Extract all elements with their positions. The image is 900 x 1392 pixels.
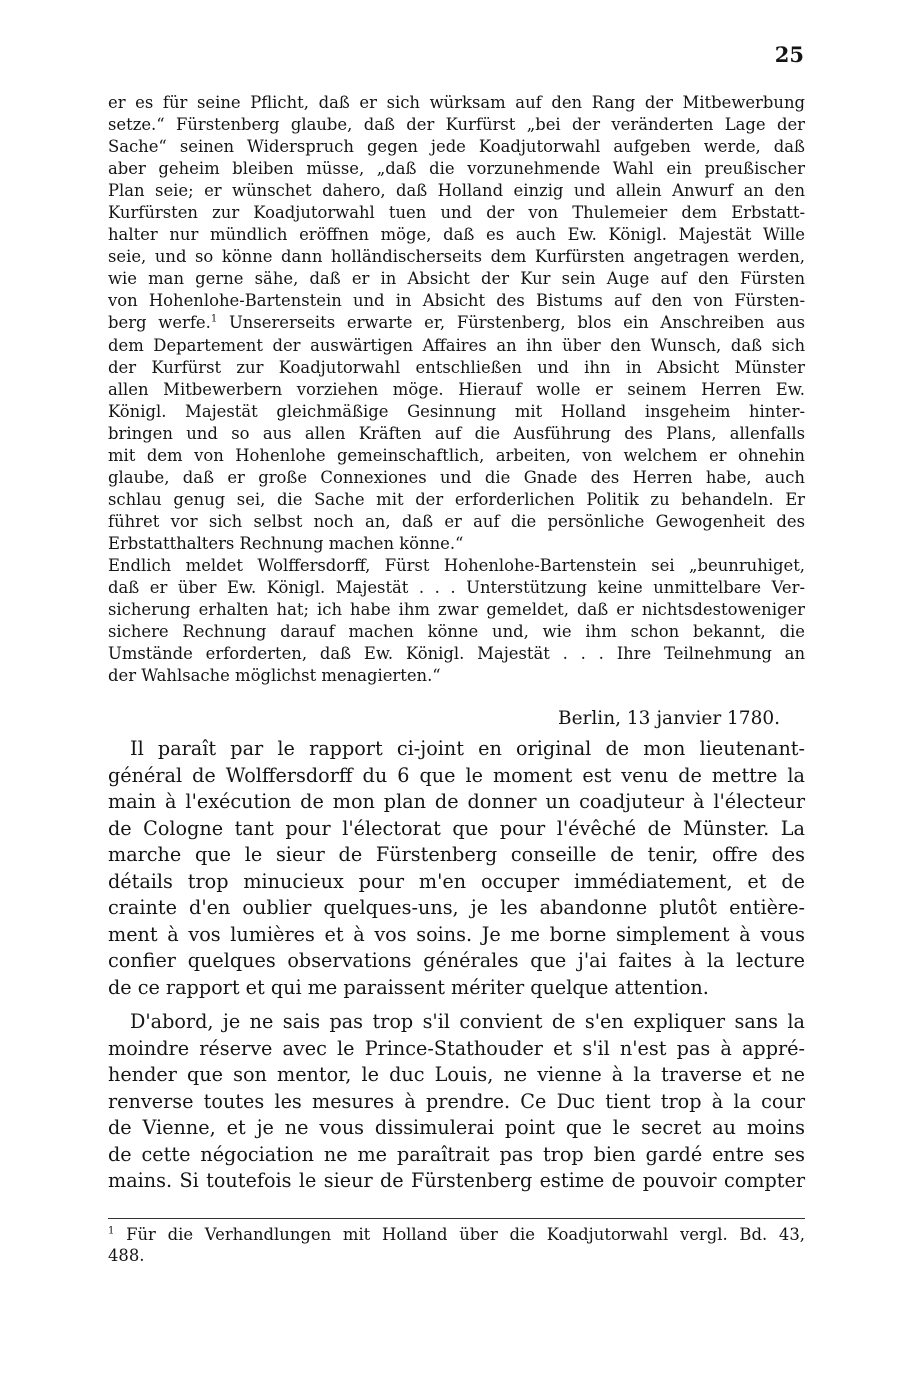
text-line: seie, und so könne dann holländischerseits dem Kurfürsten angetragen werden, — [108, 247, 805, 267]
footnote-divider — [108, 1218, 805, 1219]
footnote-line — [108, 1224, 805, 1245]
text-line: main à l'exécution de mon plan de donner un coadjuteur à l'électeur — [108, 790, 805, 813]
text-line: Kurfürsten zur Koadjutorwahl tuen und der von Thulemeier dem Erbstatt- — [108, 203, 805, 223]
text-fragment: Unsererseits erwarte er, Fürstenberg, blos ein Anschreiben aus — [217, 313, 805, 333]
text-line: D'abord, je ne sais pas trop s'il convient de s'en expliquer sans la — [130, 1010, 805, 1033]
text-line: Königl. Majestät gleichmäßige Gesinnung mit Holland insgeheim hinter- — [108, 401, 805, 421]
text-line: Sache“ seinen Widerspruch gegen jede Koadjutorwahl aufgeben werde, daß — [108, 137, 805, 157]
quoted-report-block — [108, 92, 805, 687]
text-line: wie man gerne sähe, daß er in Absicht der Kur sein Auge auf den Fürsten — [108, 269, 805, 289]
text-line: führet vor sich selbst noch an, daß er auf die persönliche Gewogenheit des — [108, 511, 805, 531]
text-line-with-footnote — [108, 312, 805, 334]
text-line: de Cologne tant pour l'électorat que pour l'évêché de Münster. La — [108, 816, 805, 840]
text-line: bringen und so aus allen Kräften auf die Ausführung des Plans, allenfalls — [108, 423, 805, 443]
text-fragment: berg werfe. — [108, 313, 211, 333]
text-line: der Wahlsache möglichst menagierten.“ — [108, 666, 441, 686]
text-line: glaube, daß er große Connexiones und die Gnade des Herren habe, auch — [108, 467, 805, 487]
text-line: halter nur mündlich eröffnen möge, daß es auch Ew. Königl. Majestät Wille — [108, 225, 805, 245]
paragraph-gap — [108, 1001, 805, 1009]
text-line: sichere Rechnung darauf machen könne und, wie ihm schon bekannt, die — [108, 622, 805, 642]
text-line: daß er über Ew. Königl. Majestät . . . Unterstützung keine unmittelbare Ver- — [108, 578, 805, 598]
text-line: sicherung erhalten hat; ich habe ihm zwar gemeldet, daß er nichtsdestoweniger — [108, 600, 805, 620]
text-line: er es für seine Pflicht, daß er sich würksam auf den Rang der Mitbewerbung — [108, 93, 805, 112]
text-line: dem Departement der auswärtigen Affaires an ihn über den Wunsch, daß sich — [108, 335, 805, 355]
text-line: hender que son mentor, le duc Louis, ne vienne à la traverse et ne — [108, 1063, 805, 1086]
text-line: marche que le sieur de Fürstenberg conseille de tenir, offre des — [108, 843, 805, 866]
text-line: schlau genug sei, die Sache mit der erforderlichen Politik zu behandeln. Er — [108, 489, 805, 509]
footnote — [108, 1224, 805, 1266]
text-line: détails trop minucieux pour m'en occuper immédiatement, et de — [108, 869, 805, 893]
text-line: Endlich meldet Wolffersdorff, Fürst Hohenlohe-Bartenstein sei „beunruhiget, — [108, 555, 805, 575]
letter-body — [108, 736, 805, 1195]
letter-dateline: Berlin, 13 janvier 1780. — [558, 708, 780, 729]
text-line: moindre réserve avec le Prince-Stathouder et s'il n'est pas à appré- — [108, 1036, 805, 1060]
text-line: allen Mitbewerbern vorziehen möge. Hierauf wolle er seinem Herren Ew. — [108, 379, 805, 399]
text-line: Plan seie; er wünschet dahero, daß Holland einzig und allein Anwurf an den — [108, 181, 805, 201]
text-line: de ce rapport et qui me paraissent mériter quelque attention. — [108, 975, 709, 999]
text-line: Il paraît par le rapport ci-joint en original de mon lieutenant- — [130, 737, 805, 760]
text-line: de cette négociation ne me paraîtrait pas trop bien gardé entre ses — [108, 1142, 805, 1166]
text-line: de Vienne, et je ne vous dissimulerai point que le secret au moins — [108, 1116, 805, 1139]
text-line: général de Wolffersdorff du 6 que le moment est venu de mettre la — [108, 763, 805, 787]
footnote-text: Für die Verhandlungen mit Holland über die Koadjutorwahl vergl. Bd. 43, — [114, 1225, 805, 1244]
text-line: renverse toutes les mesures à prendre. Ce Duc tient trop à la cour — [108, 1089, 805, 1113]
footnote-reference: 1 — [210, 314, 218, 325]
footnote-line: 488. — [108, 1246, 145, 1265]
footnote-marker: 1 — [108, 1225, 115, 1237]
text-line: mains. Si toutefois le sieur de Fürstenberg estime de pouvoir compter — [108, 1169, 805, 1192]
page-number: 25 — [774, 42, 804, 67]
text-line: der Kurfürst zur Koadjutorwahl entschließen und ihn in Absicht Münster — [108, 357, 805, 377]
text-line: Umstände erforderten, daß Ew. Königl. Majestät . . . Ihre Teilnehmung an — [108, 644, 805, 664]
text-line: von Hohenlohe-Bartenstein und in Absicht des Bistums auf den von Fürsten- — [108, 291, 805, 311]
text-line: aber geheim bleiben müsse, „daß die vorzunehmende Wahl ein preußischer — [108, 159, 805, 179]
text-line: confier quelques observations générales que j'ai faites à la lecture — [108, 949, 805, 972]
text-line: setze.“ Fürstenberg glaube, daß der Kurfürst „bei der veränderten Lage der — [108, 115, 805, 135]
text-line: mit dem von Hohenlohe gemeinschaftlich, arbeiten, von welchem er ohnehin — [108, 445, 805, 465]
text-line: ment à vos lumières et à vos soins. Je me borne simplement à vous — [108, 922, 805, 946]
text-line: crainte d'en oublier quelques-uns, je les abandonne plutôt entière- — [108, 896, 805, 919]
text-line: Erbstatthalters Rechnung machen könne.“ — [108, 533, 464, 553]
